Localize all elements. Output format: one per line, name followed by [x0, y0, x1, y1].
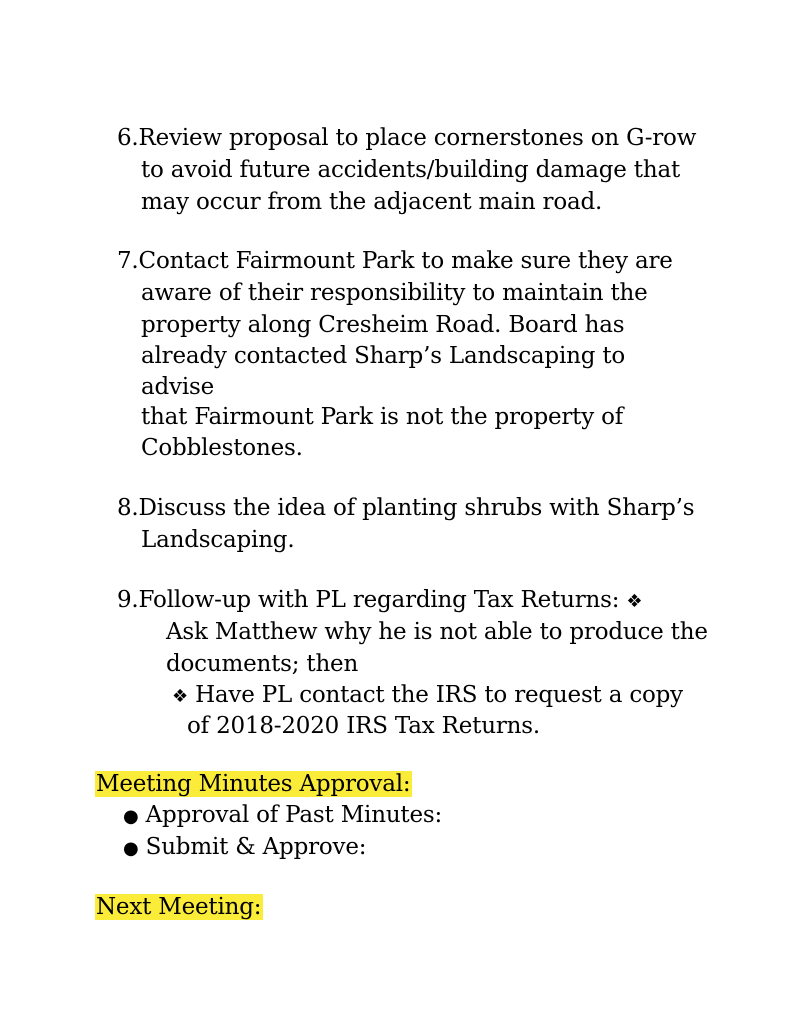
- item-6-text-1: Review proposal to place cornerstones on G-row: [138, 125, 697, 151]
- item-9-sub-3: Have PL contact the IRS to request a copy: [195, 682, 683, 708]
- item-8-text-1: Discuss the idea of planting shrubs with Sharp’s: [138, 495, 695, 521]
- bullet-dot-icon: ●: [123, 838, 139, 859]
- item-8-text-2: Landscaping.: [141, 527, 295, 553]
- item-7-text-5: advise: [141, 374, 214, 400]
- item-9-sub-1: Ask Matthew why he is not able to produce the: [166, 619, 708, 645]
- minutes-bullet-1: [123, 799, 442, 833]
- minutes-heading: Meeting Minutes Approval:: [96, 771, 411, 797]
- item-7-text-7: Cobblestones.: [141, 435, 303, 461]
- item-9-sub-3-line: [172, 679, 683, 713]
- item-6-line-1: [117, 122, 696, 154]
- item-7-text-6: that Fairmount Park is not the property of: [141, 404, 624, 430]
- next-meeting-heading: Next Meeting:: [96, 894, 262, 920]
- diamond-bullet-icon: ❖: [172, 686, 188, 707]
- minutes-bullet-1-text: Approval of Past Minutes:: [145, 802, 443, 828]
- item-7-line-1: [117, 245, 673, 277]
- item-7-text-2: aware of their responsibility to maintain the: [141, 280, 648, 306]
- item-9-number: 9.: [117, 587, 139, 613]
- next-meeting-line: [95, 891, 263, 923]
- item-8-line-1: [117, 492, 694, 524]
- item-7-number: 7.: [117, 248, 139, 274]
- item-6-number: 6.: [117, 125, 139, 151]
- minutes-bullet-2-text: Submit & Approve:: [145, 834, 367, 860]
- item-7-text-1: Contact Fairmount Park to make sure they are: [138, 248, 673, 274]
- item-6-text-2: to avoid future accidents/building damage that: [141, 157, 681, 183]
- item-9-sub-2: documents; then: [166, 651, 359, 677]
- item-7-text-3: property along Cresheim Road. Board has: [141, 312, 625, 338]
- bullet-dot-icon: ●: [123, 806, 139, 827]
- minutes-bullet-2: [123, 831, 366, 865]
- item-9-text-1: Follow-up with PL regarding Tax Returns:: [138, 587, 620, 613]
- minutes-heading-line: [95, 768, 412, 800]
- item-9-sub-4: of 2018-2020 IRS Tax Returns.: [187, 713, 540, 739]
- diamond-bullet-icon: ❖: [626, 591, 643, 612]
- item-7-text-4: already contacted Sharp’s Landscaping to: [141, 343, 626, 369]
- item-6-text-3: may occur from the adjacent main road.: [141, 189, 603, 215]
- item-8-number: 8.: [117, 495, 139, 521]
- item-9-line-1: [117, 584, 642, 618]
